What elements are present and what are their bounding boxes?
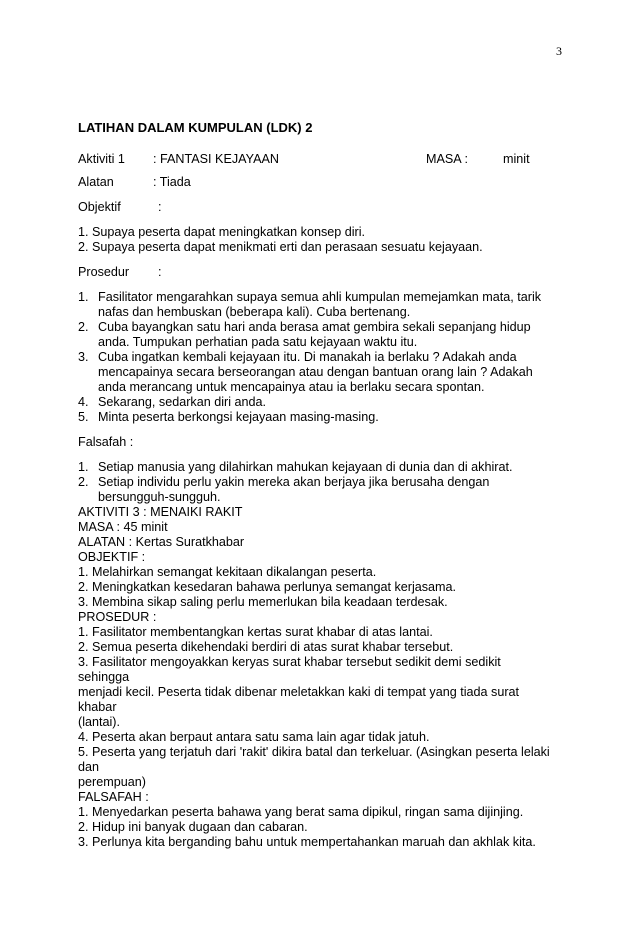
aktiviti-3-section [78,505,568,850]
list-item-number: 1. [78,460,89,474]
objektif-colon: : [158,200,162,214]
alatan-value: : Tiada [153,175,191,189]
list-item-line: Cuba ingatkan kembali kejayaan itu. Di manakah ia berlaku ? Adakah anda [98,350,517,364]
text-line: 1. Fasilitator membentangkan kertas surat khabar di atas lantai. [78,625,433,639]
list-item-number: 2. [78,320,89,334]
list-item-line: bersungguh-sungguh. [98,490,221,504]
list-item-number: 4. [78,395,89,409]
objektif-list [78,225,568,255]
list-item [78,410,568,425]
text-line: menjadi kecil. Peserta tidak dibenar meletakkan kaki di tempat yang tiada surat [78,685,520,699]
masa-label: MASA : [426,152,468,166]
activity-label: Aktiviti 1 [78,152,125,166]
alatan-label: Alatan [78,175,114,189]
text-line: (lantai). [78,715,120,729]
activity-name: : FANTASI KEJAYAAN [153,152,279,166]
list-item-line: Setiap individu perlu yakin mereka akan berjaya jika berusaha dengan [98,475,490,489]
prosedur-label: Prosedur [78,265,130,279]
prosedur-row [78,265,568,280]
list-item-line: anda. Tumpukan perhatian pada satu kejayaan waktu itu. [98,335,418,349]
list-item [78,350,568,395]
list-item-line: Setiap manusia yang dilahirkan mahukan kejayaan di dunia dan di akhirat. [98,460,513,474]
text-line: 2. Semua peserta dikehendaki berdiri di atas surat khabar tersebut. [78,640,454,654]
list-item-number: 3. [78,350,89,364]
list-item [78,290,568,320]
list-item-number: 2. [78,475,89,489]
alatan-row [78,175,568,190]
text-line: 2. Meningkatkan kesedaran bahawa perlunya semangat kerjasama. [78,580,457,594]
text-line: 1. Menyedarkan peserta bahawa yang berat sama dipikul, ringan sama dijinjing. [78,805,524,819]
objektif-label: Objektif [78,200,121,214]
list-item-line: mencapainya secara berseorangan atau dengan bantuan orang lain ? Adakah [98,365,533,379]
text-line: perempuan) [78,775,146,789]
falsafah-label: Falsafah : [78,435,134,449]
list-item-line: anda merancang untuk mencapainya atau ia berlaku secara spontan. [98,380,485,394]
document-body [78,120,568,850]
falsafah-list [78,460,568,505]
text-line: 5. Peserta yang terjatuh dari 'rakit' dikira batal dan terkeluar. (Asingkan peserta lelaki [78,745,550,759]
text-line: 3. Perlunya kita berganding bahu untuk mempertahankan maruah dan akhlak kita. [78,835,536,849]
objektif-row [78,200,568,215]
list-item [78,395,568,410]
text-line: ALATAN : Kertas Suratkhabar [78,535,245,549]
page-number: 3 [556,44,562,58]
text-line: 3. Membina sikap saling perlu memerlukan bila keadaan terdesak. [78,595,448,609]
text-line: sehingga [78,670,130,684]
text-line: 1. Melahirkan semangat kekitaan dikalangan peserta. [78,565,377,579]
list-item [78,475,568,505]
text-line: AKTIVITI 3 : MENAIKI RAKIT [78,505,243,519]
list-item-line: nafas dan hembuskan (beberapa kali). Cuba bertenang. [98,305,411,319]
text-line: MASA : 45 minit [78,520,168,534]
prosedur-colon: : [158,265,162,279]
list-item-line: Cuba bayangkan satu hari anda berasa amat gembira sekali sepanjang hidup [98,320,531,334]
text-line: 2. Hidup ini banyak dugaan dan cabaran. [78,820,308,834]
text-line: FALSAFAH : [78,790,149,804]
text-line: dan [78,760,100,774]
masa-value: minit [503,152,530,166]
list-item-line: Fasilitator mengarahkan supaya semua ahli kumpulan memejamkan mata, tarik [98,290,542,304]
list-item-number: 1. [78,290,89,304]
list-item-line: Minta peserta berkongsi kejayaan masing-masing. [98,410,379,424]
activity-row [78,152,568,167]
list-item-line: Sekarang, sedarkan diri anda. [98,395,267,409]
page-title: LATIHAN DALAM KUMPULAN (LDK) 2 [78,120,313,135]
text-line: PROSEDUR : [78,610,157,624]
prosedur-list [78,290,568,425]
list-item [78,460,568,475]
list-item-number: 5. [78,410,89,424]
text-line: 4. Peserta akan berpaut antara satu sama lain agar tidak jatuh. [78,730,430,744]
list-item: 1. Supaya peserta dapat meningkatkan konsep diri. [78,225,366,239]
list-item [78,320,568,350]
text-line: khabar [78,700,117,714]
text-line: OBJEKTIF : [78,550,146,564]
list-item: 2. Supaya peserta dapat menikmati erti dan perasaan sesuatu kejayaan. [78,240,483,254]
text-line: 3. Fasilitator mengoyakkan keryas surat khabar tersebut sedikit demi sedikit [78,655,501,669]
